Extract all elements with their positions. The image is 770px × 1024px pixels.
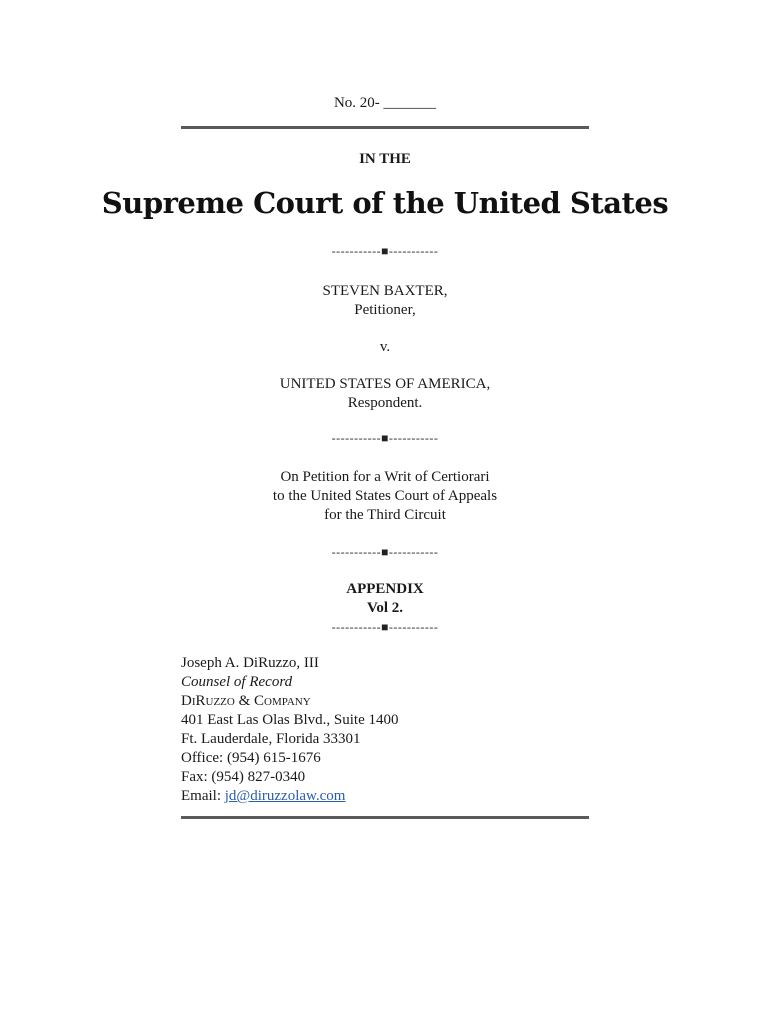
office-phone: Office: (954) 615-1676 [181,750,321,766]
petitioner-name: STEVEN BAXTER, [322,283,448,299]
bottom-rule [181,816,589,819]
petitioner-role: Petitioner, [354,302,416,318]
divider-3: -----------■----------- [331,545,439,559]
petition-line-2: to the United States Court of Appeals [272,488,498,504]
counsel-name: Joseph A. DiRuzzo, III [181,655,319,671]
address-line-2: Ft. Lauderdale, Florida 33301 [181,731,361,747]
email-link[interactable]: jd@diruzzolaw.com [224,788,346,804]
appendix-title: APPENDIX [346,581,424,597]
law-firm: DiRuzzo & Company [181,693,311,709]
top-rule [181,126,589,129]
address-line-1: 401 East Las Olas Blvd., Suite 1400 [181,712,399,728]
counsel-block [181,654,399,806]
petition-line-3: for the Third Circuit [324,507,446,523]
petition-line-1: On Petition for a Writ of Certiorari [280,469,490,485]
respondent-role: Respondent. [347,395,423,411]
court-name: Supreme Court of the United States [101,186,669,220]
divider-4: -----------■----------- [331,620,439,634]
email-label: Email: [181,788,225,804]
divider-1: -----------■----------- [331,244,439,258]
respondent-name: UNITED STATES OF AMERICA, [279,376,491,392]
fax-number: Fax: (954) 827-0340 [181,769,306,785]
divider-2: -----------■----------- [331,431,439,445]
versus: v. [379,339,391,355]
docket-number: No. 20- _______ [333,95,437,111]
counsel-role: Counsel of Record [181,674,293,690]
in-the-heading: IN THE [359,151,411,167]
appendix-volume: Vol 2. [366,600,404,616]
email-line [181,787,399,806]
